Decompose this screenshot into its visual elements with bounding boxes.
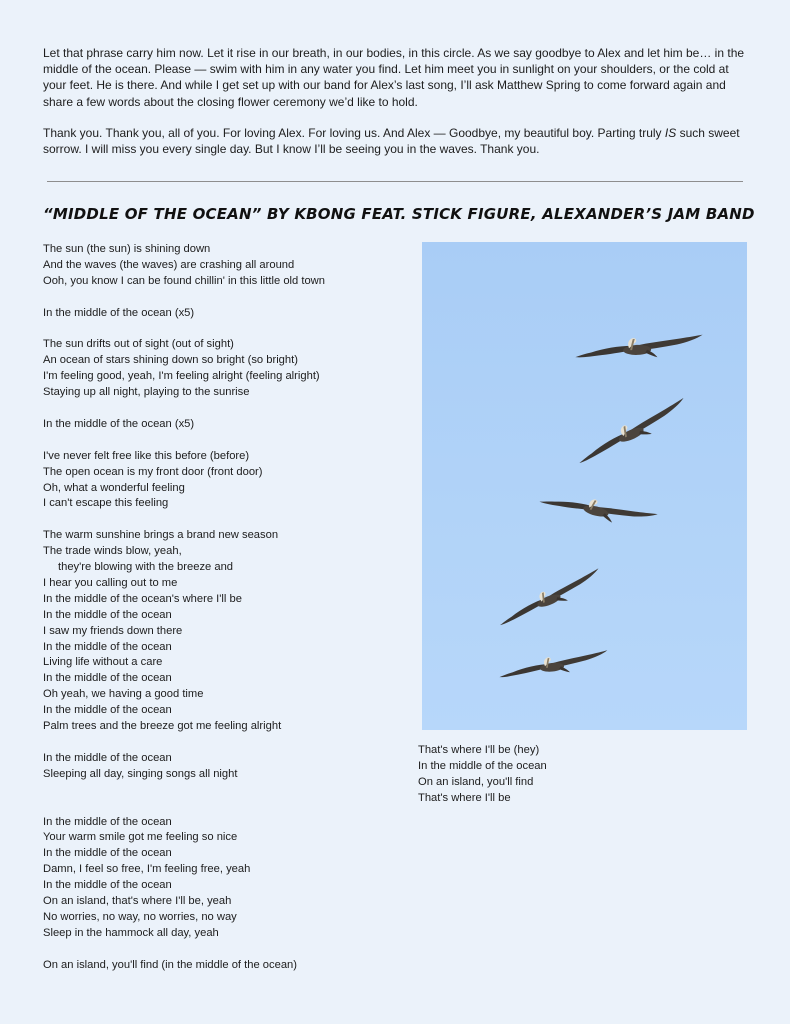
lyric-line: The warm sunshine brings a brand new season [43, 529, 279, 542]
lyric-line: In the middle of the ocean [43, 608, 172, 621]
lyric-line: In the middle of the ocean (x5) [43, 306, 195, 319]
lyric-line: The sun (the sun) is shining down [43, 243, 211, 255]
pelican-3 [539, 486, 658, 533]
intro-paragraph-2-end: such sweet sorrow. I will miss you every single day. But I know I’ll be seeing you in the waves. Thank you. [43, 125, 740, 157]
lyric-line: An ocean of stars shining down so bright (so bright) [43, 354, 298, 367]
lyrics-stanza [43, 417, 403, 433]
lyric-line: The open ocean is my front door (front door) [43, 465, 263, 478]
intro-paragraph-2-start: Thank you. Thank you, all of you. For loving Alex. For loving us. And Alex — Goodbye, my beautiful boy. Parting truly [43, 125, 665, 140]
lyrics-stanza [43, 306, 403, 322]
lyrics-stanza [43, 958, 403, 974]
lyric-line: Sleep in the hammock all day, yeah [43, 926, 219, 939]
pelican-2 [572, 398, 691, 466]
lyric-line: Living life without a care [43, 656, 163, 669]
lyrics-stanza [43, 815, 403, 942]
lyric-line: In the middle of the ocean [43, 704, 172, 717]
intro-paragraph-2-emphasis: IS [664, 125, 677, 140]
lyric-line: Palm trees and the breeze got me feeling alright [43, 720, 282, 733]
pelicans-illustration [422, 242, 747, 730]
lyric-line: Damn, I feel so free, I'm feeling free, yeah [43, 863, 251, 876]
song-title: “MIDDLE OF THE OCEAN” BY KBONG FEAT. STICK FIGURE, ALEXANDER’S JAM BAND [43, 205, 755, 223]
lyric-line: I saw my friends down there [43, 624, 183, 637]
lyrics-stanza [43, 751, 403, 783]
intro-paragraph-1: Let that phrase carry him now. Let it rise in our breath, in our bodies, in this circle. As we say goodbye to Alex and let him be… in the middle of the ocean. Please — swim with him in any water you find. Let him meet you in sunlight on your shoulders, or the cold at your feet. He is there. And while I get set up with our band for Alex’s last song, I’ll ask Matthew Spring to come forward again and share a few words about the closing flower ceremony we’d like to hold. [43, 46, 745, 109]
lyric-line: And the waves (the waves) are crashing all around [43, 258, 295, 271]
lyric-line: Oh, what a wonderful feeling [43, 481, 185, 494]
lyric-line: No worries, no way, no worries, no way [43, 910, 237, 923]
pelican-5 [498, 650, 609, 679]
pelicans-photo [422, 242, 747, 730]
lyric-line: I hear you calling out to me [43, 576, 178, 589]
lyric-line: In the middle of the ocean [43, 751, 172, 764]
lyric-line: The trade winds blow, yeah, [43, 545, 182, 558]
lyric-line: That's where I'll be (hey) [418, 744, 540, 756]
lyric-line: they're blowing with the breeze and [58, 561, 234, 574]
pelican-1 [575, 335, 704, 360]
lyric-line: I've never felt free like this before (before) [43, 449, 250, 462]
lyric-line: In the middle of the ocean [43, 815, 172, 828]
lyric-line: In the middle of the ocean [43, 672, 172, 685]
lyric-line: In the middle of the ocean [418, 759, 547, 772]
lyrics-stanza [43, 449, 403, 513]
lyric-line: That's where I'll be [418, 791, 511, 804]
lyric-line: On an island, you'll find [418, 775, 534, 788]
lyric-line: Sleeping all day, singing songs all night [43, 767, 238, 780]
lyric-line: In the middle of the ocean's where I'll be [43, 592, 242, 605]
lyric-line: In the middle of the ocean [43, 847, 172, 860]
lyrics-right-column [418, 743, 748, 807]
lyric-line: In the middle of the ocean [43, 879, 172, 892]
pelican-4 [494, 568, 605, 627]
lyric-line: Staying up all night, playing to the sunrise [43, 386, 250, 399]
intro-paragraph-2 [43, 125, 753, 157]
lyric-line: The sun drifts out of sight (out of sight) [43, 338, 234, 351]
lyric-line: Your warm smile got me feeling so nice [43, 831, 238, 844]
lyric-line: In the middle of the ocean [43, 640, 172, 653]
lyrics-left-column [43, 242, 403, 989]
section-divider [47, 181, 743, 182]
lyric-line: On an island, that's where I'll be, yeah [43, 895, 232, 908]
lyrics-stanza [43, 337, 403, 401]
lyric-line: In the middle of the ocean (x5) [43, 417, 195, 430]
intro-text [43, 45, 753, 172]
lyrics-stanza [43, 242, 403, 290]
lyrics-stanza [43, 528, 403, 735]
lyric-line: I can't escape this feeling [43, 497, 169, 510]
lyric-line: I'm feeling good, yeah, I'm feeling alright (feeling alright) [43, 370, 320, 383]
lyric-line: Oh yeah, we having a good time [43, 688, 204, 701]
lyric-line: Ooh, you know I can be found chillin' in this little old town [43, 274, 325, 287]
lyric-line: On an island, you'll find (in the middle of the ocean) [43, 958, 298, 971]
